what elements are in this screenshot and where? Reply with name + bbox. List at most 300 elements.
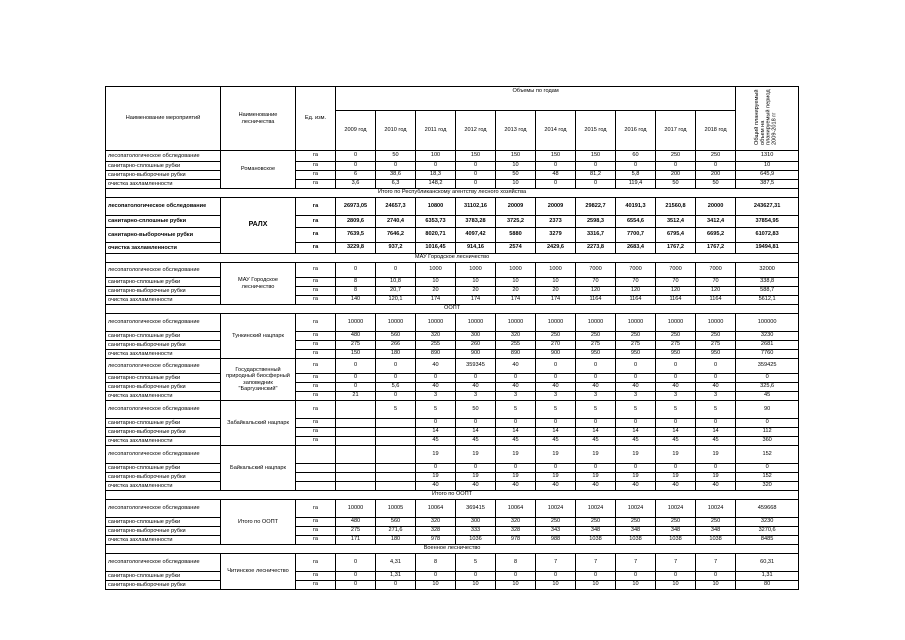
value-cell: 20	[416, 287, 456, 296]
total-cell: 3230	[736, 332, 799, 341]
table-row	[106, 482, 799, 491]
table-row	[106, 419, 799, 428]
value-cell: 5	[456, 554, 496, 572]
value-cell: 3316,7	[576, 228, 616, 243]
unit-cell: га	[296, 216, 336, 228]
table-row	[106, 554, 799, 572]
value-cell: 275	[696, 341, 736, 350]
unit-cell: га	[296, 437, 336, 446]
value-cell: 19	[656, 446, 696, 464]
value-cell: 8020,71	[416, 228, 456, 243]
value-cell: 171	[336, 536, 376, 545]
unit-cell: га	[296, 243, 336, 254]
value-cell: 70	[576, 278, 616, 287]
value-cell: 6695,2	[696, 228, 736, 243]
value-cell: 40	[496, 383, 536, 392]
value-cell: 70	[656, 278, 696, 287]
unit-cell: га	[296, 228, 336, 243]
value-cell: 40	[416, 482, 456, 491]
unit-cell: га	[296, 171, 336, 180]
value-cell: 18,3	[416, 171, 456, 180]
value-cell: 8	[336, 287, 376, 296]
value-cell: 45	[576, 437, 616, 446]
value-cell: 7000	[576, 263, 616, 278]
value-cell: 250	[536, 332, 576, 341]
col-measure: Наименование мероприятий	[106, 87, 221, 151]
value-cell: 0	[536, 180, 576, 189]
total-cell: 1,31	[736, 572, 799, 581]
value-cell: 10000	[416, 314, 456, 332]
value-cell: 1038	[576, 536, 616, 545]
measure-name: санитарно-выборочные рубки	[106, 581, 221, 590]
value-cell: 10	[696, 581, 736, 590]
table-row	[106, 446, 799, 464]
value-cell: 174	[536, 296, 576, 305]
value-cell: 0	[656, 374, 696, 383]
measure-name: очистка захламленности	[106, 437, 221, 446]
total-cell: 359425	[736, 359, 799, 374]
value-cell: 7700,7	[616, 228, 656, 243]
value-cell: 1767,2	[696, 243, 736, 254]
value-cell: 7646,2	[376, 228, 416, 243]
value-cell: 0	[616, 162, 656, 171]
value-cell: 10000	[576, 314, 616, 332]
total-cell: 45	[736, 392, 799, 401]
value-cell: 3	[536, 392, 576, 401]
value-cell: 0	[576, 374, 616, 383]
value-cell: 21560,8	[656, 198, 696, 216]
value-cell: 45	[456, 437, 496, 446]
unit-cell: га	[296, 428, 336, 437]
value-cell: 2574	[496, 243, 536, 254]
value-cell: 40	[456, 482, 496, 491]
value-cell: 150	[536, 151, 576, 162]
value-cell: 10	[496, 180, 536, 189]
forestry-name: Забайкальский нацпарк	[221, 401, 296, 446]
value-cell	[376, 428, 416, 437]
value-cell: 10000	[656, 314, 696, 332]
value-cell: 50	[496, 171, 536, 180]
value-cell: 6,3	[376, 180, 416, 189]
value-cell: 4,31	[376, 554, 416, 572]
value-cell: 140	[336, 296, 376, 305]
value-cell: 369415	[456, 500, 496, 518]
value-cell: 1164	[576, 296, 616, 305]
value-cell: 348	[656, 527, 696, 536]
unit-cell: га	[296, 180, 336, 189]
value-cell: 10024	[696, 500, 736, 518]
value-cell: 1000	[456, 263, 496, 278]
total-cell: 152	[736, 473, 799, 482]
value-cell: 7	[536, 554, 576, 572]
value-cell: 950	[696, 350, 736, 359]
value-cell: 7	[696, 554, 736, 572]
table-row	[106, 171, 799, 180]
value-cell: 120	[616, 287, 656, 296]
value-cell: 10000	[536, 314, 576, 332]
value-cell: 7	[616, 554, 656, 572]
value-cell: 320	[416, 518, 456, 527]
unit-cell	[296, 464, 336, 473]
total-cell: 19494,81	[736, 243, 799, 254]
value-cell: 5,6	[376, 383, 416, 392]
value-cell: 0	[656, 464, 696, 473]
table-row	[106, 151, 799, 162]
unit-cell: га	[296, 359, 336, 374]
table-row	[106, 314, 799, 332]
measure-name: очистка захламленности	[106, 296, 221, 305]
value-cell: 0	[536, 419, 576, 428]
measure-name: санитарно-сплошные рубки	[106, 162, 221, 171]
value-cell: 988	[536, 536, 576, 545]
value-cell: 275	[656, 341, 696, 350]
value-cell: 50	[656, 180, 696, 189]
unit-cell: га	[296, 374, 336, 383]
unit-cell: га	[296, 162, 336, 171]
total-cell: 3230	[736, 518, 799, 527]
table-row	[106, 341, 799, 350]
value-cell: 275	[616, 341, 656, 350]
value-cell: 1036	[456, 536, 496, 545]
table-row	[106, 359, 799, 374]
value-cell: 19	[696, 446, 736, 464]
value-cell: 20	[536, 287, 576, 296]
col-total: Общий планируемый объем на планируемый период 2009-2018 гг	[736, 87, 799, 151]
table-row	[106, 263, 799, 278]
measure-name: санитарно-выборочные рубки	[106, 341, 221, 350]
value-cell: 14	[616, 428, 656, 437]
value-cell	[376, 437, 416, 446]
value-cell: 19	[496, 473, 536, 482]
value-cell: 0	[696, 162, 736, 171]
value-cell: 0	[696, 572, 736, 581]
value-cell	[336, 446, 376, 464]
value-cell: 70	[616, 278, 656, 287]
value-cell: 0	[456, 180, 496, 189]
table-row	[106, 228, 799, 243]
value-cell: 0	[336, 263, 376, 278]
measure-name: лесопатологическое обследование	[106, 500, 221, 518]
total-cell: 61072,83	[736, 228, 799, 243]
table-row	[106, 581, 799, 590]
table-row	[106, 216, 799, 228]
value-cell	[376, 482, 416, 491]
total-cell: 387,5	[736, 180, 799, 189]
total-cell: 1310	[736, 151, 799, 162]
table-row	[106, 383, 799, 392]
total-cell: 459668	[736, 500, 799, 518]
value-cell: 5	[416, 401, 456, 419]
value-cell: 890	[496, 350, 536, 359]
value-cell: 3412,4	[696, 216, 736, 228]
value-cell: 19	[496, 446, 536, 464]
value-cell: 31102,16	[456, 198, 496, 216]
value-cell: 26973,05	[336, 198, 376, 216]
value-cell	[376, 419, 416, 428]
unit-cell: га	[296, 581, 336, 590]
value-cell: 19	[656, 473, 696, 482]
value-cell: 0	[336, 572, 376, 581]
value-cell: 0	[416, 464, 456, 473]
value-cell: 0	[576, 359, 616, 374]
value-cell: 3	[456, 392, 496, 401]
value-cell: 10	[496, 278, 536, 287]
year-header: 2013 год	[496, 111, 536, 151]
value-cell: 45	[496, 437, 536, 446]
value-cell: 0	[696, 464, 736, 473]
total-cell: 10	[736, 162, 799, 171]
value-cell: 40191,3	[616, 198, 656, 216]
value-cell: 0	[616, 464, 656, 473]
value-cell: 1000	[536, 263, 576, 278]
value-cell	[376, 464, 416, 473]
value-cell: 0	[456, 374, 496, 383]
total-cell: 152	[736, 446, 799, 464]
unit-cell: га	[296, 518, 336, 527]
measure-name: санитарно-сплошные рубки	[106, 332, 221, 341]
value-cell: 5	[536, 401, 576, 419]
value-cell: 348	[696, 527, 736, 536]
section-title: Итого по Республиканскому агентству лесного хозяйства	[106, 189, 799, 198]
value-cell: 480	[336, 332, 376, 341]
measure-name: санитарно-сплошные рубки	[106, 518, 221, 527]
value-cell: 950	[616, 350, 656, 359]
value-cell: 0	[696, 419, 736, 428]
value-cell: 3	[656, 392, 696, 401]
value-cell: 10064	[496, 500, 536, 518]
table-row	[106, 536, 799, 545]
measure-name: санитарно-сплошные рубки	[106, 419, 221, 428]
value-cell: 10	[416, 581, 456, 590]
section-title-row	[106, 491, 799, 500]
table-row	[106, 198, 799, 216]
value-cell: 320	[496, 518, 536, 527]
value-cell: 180	[376, 350, 416, 359]
value-cell: 0	[456, 419, 496, 428]
value-cell: 40	[416, 359, 456, 374]
year-header: 2017 год	[656, 111, 696, 151]
value-cell: 10	[656, 581, 696, 590]
value-cell: 250	[696, 332, 736, 341]
value-cell: 0	[656, 572, 696, 581]
value-cell: 0	[416, 419, 456, 428]
value-cell: 29822,7	[576, 198, 616, 216]
value-cell: 2740,4	[376, 216, 416, 228]
value-cell: 14	[416, 428, 456, 437]
value-cell: 40	[656, 383, 696, 392]
total-cell: 338,8	[736, 278, 799, 287]
measure-name: санитарно-выборочные рубки	[106, 473, 221, 482]
measure-name: санитарно-сплошные рубки	[106, 572, 221, 581]
value-cell: 6353,73	[416, 216, 456, 228]
value-cell: 0	[496, 572, 536, 581]
value-cell: 19	[616, 446, 656, 464]
value-cell: 275	[336, 341, 376, 350]
measure-name: санитарно-выборочные рубки	[106, 287, 221, 296]
value-cell: 1038	[696, 536, 736, 545]
table-row	[106, 392, 799, 401]
value-cell: 10	[616, 581, 656, 590]
value-cell: 5	[496, 401, 536, 419]
value-cell: 3	[496, 392, 536, 401]
value-cell: 250	[616, 518, 656, 527]
value-cell: 0	[536, 359, 576, 374]
value-cell: 3	[416, 392, 456, 401]
unit-cell	[296, 446, 336, 464]
value-cell: 5	[576, 401, 616, 419]
measure-name: очистка захламленности	[106, 392, 221, 401]
value-cell: 60	[616, 151, 656, 162]
value-cell: 250	[656, 332, 696, 341]
value-cell: 0	[416, 162, 456, 171]
total-cell: 100000	[736, 314, 799, 332]
forestry-name: Байкальский нацпарк	[221, 446, 296, 491]
table-row	[106, 180, 799, 189]
value-cell: 10	[456, 278, 496, 287]
value-cell: 978	[416, 536, 456, 545]
value-cell: 20000	[696, 198, 736, 216]
col-unit: Ед. изм.	[296, 87, 336, 151]
value-cell: 3512,4	[656, 216, 696, 228]
value-cell: 10000	[616, 314, 656, 332]
value-cell: 180	[376, 536, 416, 545]
value-cell: 20009	[536, 198, 576, 216]
value-cell: 8	[336, 278, 376, 287]
total-cell: 112	[736, 428, 799, 437]
forestry-name: Итого по ООПТ	[221, 500, 296, 545]
value-cell: 20,7	[376, 287, 416, 296]
value-cell: 40	[536, 482, 576, 491]
value-cell: 320	[496, 332, 536, 341]
value-cell: 45	[656, 437, 696, 446]
value-cell: 0	[336, 162, 376, 171]
value-cell: 45	[616, 437, 656, 446]
value-cell: 20009	[496, 198, 536, 216]
table-body	[106, 151, 799, 590]
table-row	[106, 518, 799, 527]
value-cell: 250	[576, 332, 616, 341]
value-cell: 0	[336, 359, 376, 374]
unit-cell: га	[296, 572, 336, 581]
unit-cell: га	[296, 296, 336, 305]
value-cell: 10	[576, 581, 616, 590]
value-cell: 300	[456, 332, 496, 341]
unit-cell: га	[296, 527, 336, 536]
value-cell: 40	[696, 482, 736, 491]
value-cell: 1164	[616, 296, 656, 305]
value-cell: 150	[576, 151, 616, 162]
unit-cell: га	[296, 198, 336, 216]
value-cell: 40	[496, 359, 536, 374]
value-cell: 10000	[336, 314, 376, 332]
unit-cell: га	[296, 401, 336, 419]
table-row	[106, 278, 799, 287]
value-cell: 10,8	[376, 278, 416, 287]
value-cell: 40	[576, 383, 616, 392]
table-row	[106, 464, 799, 473]
value-cell: 5	[696, 401, 736, 419]
table-row	[106, 500, 799, 518]
value-cell: 0	[456, 171, 496, 180]
measure-name: санитарно-сплошные рубки	[106, 464, 221, 473]
table-row	[106, 572, 799, 581]
value-cell: 148,2	[416, 180, 456, 189]
total-cell: 243627,31	[736, 198, 799, 216]
table-row	[106, 473, 799, 482]
value-cell: 7	[656, 554, 696, 572]
value-cell: 10024	[656, 500, 696, 518]
value-cell: 10	[496, 581, 536, 590]
year-header: 2018 год	[696, 111, 736, 151]
value-cell: 1,31	[376, 572, 416, 581]
year-header: 2010 год	[376, 111, 416, 151]
unit-cell: га	[296, 341, 336, 350]
value-cell: 0	[496, 464, 536, 473]
value-cell: 0	[656, 419, 696, 428]
value-cell: 19	[416, 473, 456, 482]
value-cell: 0	[376, 581, 416, 590]
value-cell: 937,2	[376, 243, 416, 254]
table-row	[106, 296, 799, 305]
value-cell: 150	[336, 350, 376, 359]
value-cell: 10000	[456, 314, 496, 332]
value-cell: 38,6	[376, 171, 416, 180]
value-cell: 5,8	[616, 171, 656, 180]
section-title-row	[106, 189, 799, 198]
measure-name: лесопатологическое обследование	[106, 151, 221, 162]
value-cell: 120	[656, 287, 696, 296]
value-cell	[336, 419, 376, 428]
value-cell: 0	[336, 151, 376, 162]
value-cell: 5	[376, 401, 416, 419]
value-cell	[336, 482, 376, 491]
value-cell: 0	[336, 554, 376, 572]
value-cell: 40	[616, 383, 656, 392]
value-cell: 200	[696, 171, 736, 180]
value-cell: 0	[496, 419, 536, 428]
value-cell: 250	[696, 151, 736, 162]
year-header: 2012 год	[456, 111, 496, 151]
value-cell	[336, 473, 376, 482]
value-cell: 7000	[656, 263, 696, 278]
value-cell: 0	[536, 374, 576, 383]
value-cell: 2273,8	[576, 243, 616, 254]
section-title: Итого по ООПТ	[106, 491, 799, 500]
value-cell: 320	[416, 332, 456, 341]
value-cell: 0	[536, 572, 576, 581]
value-cell: 6	[336, 171, 376, 180]
total-cell: 8485	[736, 536, 799, 545]
value-cell: 0	[376, 392, 416, 401]
value-cell: 271,6	[376, 527, 416, 536]
value-cell: 150	[456, 151, 496, 162]
value-cell: 0	[616, 359, 656, 374]
table-row	[106, 428, 799, 437]
value-cell: 19	[576, 446, 616, 464]
value-cell: 45	[696, 437, 736, 446]
forest-measures-table	[105, 86, 799, 590]
unit-cell: га	[296, 263, 336, 278]
value-cell: 8	[496, 554, 536, 572]
value-cell: 10	[536, 278, 576, 287]
value-cell: 0	[416, 374, 456, 383]
measure-name: санитарно-сплошные рубки	[106, 374, 221, 383]
measure-name: очистка захламленности	[106, 243, 221, 254]
measure-name: санитарно-сплошные рубки	[106, 278, 221, 287]
value-cell: 0	[616, 374, 656, 383]
value-cell: 0	[576, 162, 616, 171]
value-cell: 6795,4	[656, 228, 696, 243]
